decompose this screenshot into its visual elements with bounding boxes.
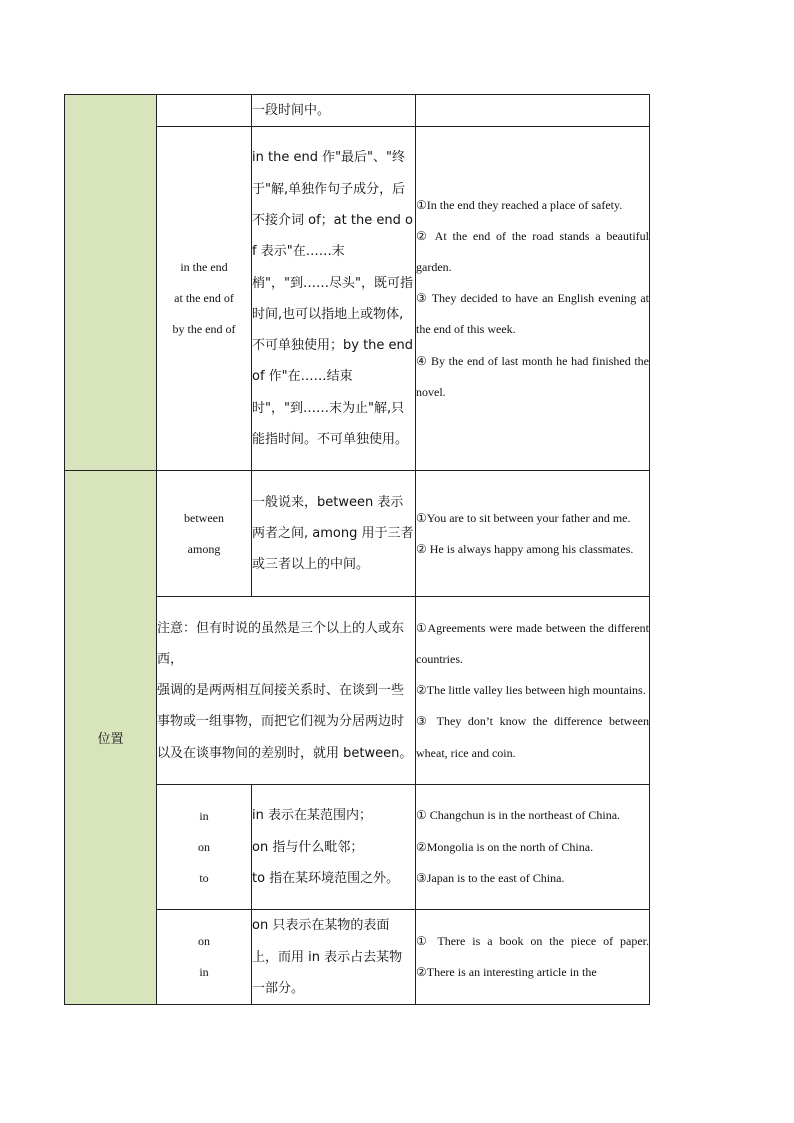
word-item: on [198,934,210,949]
example-sentence: ① Changchun is in the northeast of China. [416,808,621,823]
note-text-line: 注意：但有时说的虽然是三个以上的人或东西， [157,620,405,667]
word-item: at the end of [174,291,234,306]
words-cell [157,785,252,910]
word-item: in [199,965,209,980]
word-item: on [198,839,210,854]
note-cell [157,597,416,785]
words-cell [157,471,252,597]
words-cell [157,910,252,1005]
explanation-line: on 指与什么毗邻； [252,839,364,855]
explanation-cell: on 只表示在某物的表面上，而用 in 表示占去某物一部分。 [252,910,416,1005]
grammar-table [64,94,650,1005]
example-sentence: ③ They decided to have an English evening at the end of this week. [416,291,649,337]
table-row [65,95,650,127]
words-cell [157,127,252,471]
word-item: among [187,541,221,556]
explanation-line: to 指在某环境范围之外。 [252,870,400,886]
example-sentence: ③Japan is to the east of China. [416,870,565,885]
category-cell-continued [65,95,157,471]
examples-cell [416,597,650,785]
explanation-line: in 表示在某范围内； [252,808,372,824]
example-sentence: ①Agreements were made between the different countries. [416,620,649,666]
examples-cell [416,127,650,471]
example-sentence: ② At the end of the road stands a beautiful garden. [416,228,649,274]
word-item: in the end [180,260,228,275]
explanation-cell [252,785,416,910]
explanation-cell: 一段时间中。 [252,95,416,127]
example-sentence: ①You are to sit between your father and me. [416,510,631,525]
category-cell: 位置 [65,471,157,1005]
word-item: by the end of [172,322,236,337]
table-row [65,471,650,597]
examples-cell [416,785,650,910]
example-sentence: ④ By the end of last month he had finished the novel. [416,353,649,399]
examples-cell [416,471,650,597]
example-sentence: ①In the end they reached a place of safety. [416,197,623,212]
word-item: between [184,510,224,525]
note-text-line: 强调的是两两相互间接关系时、在谈到一些事物或一组事物，而把它们视为分居两边时以及在谈事物间的差别时，就用 between。 [157,683,413,761]
example-sentence: ③ They don’t know the difference between wheat, rice and coin. [416,714,649,760]
explanation-cell: 一般说来，between 表示两者之间, among 用于三者或三者以上的中间。 [252,471,416,597]
examples-cell: ① There is a book on the piece of paper. ②There is an interesting article in the [416,910,650,1005]
example-sentence: ②Mongolia is on the north of China. [416,839,594,854]
explanation-cell: in the end 作"最后"、"终于"解,单独作句子成分，后不接介词 of；at the end of 表示"在……末梢"，"到……尽头"，既可指时间,也可以指地上或物体,不可单独使用；by the end of 作"在……结束时"，"到……末为止"解,只能指时间。不可单独使用。 [252,127,416,471]
word-item: to [199,870,209,885]
words-cell-empty [157,95,252,127]
example-sentence: ② He is always happy among his classmates. [416,541,634,556]
word-item: in [199,808,209,823]
examples-cell-empty [416,95,650,127]
example-sentence: ②The little valley lies between high mountains. [416,683,646,698]
